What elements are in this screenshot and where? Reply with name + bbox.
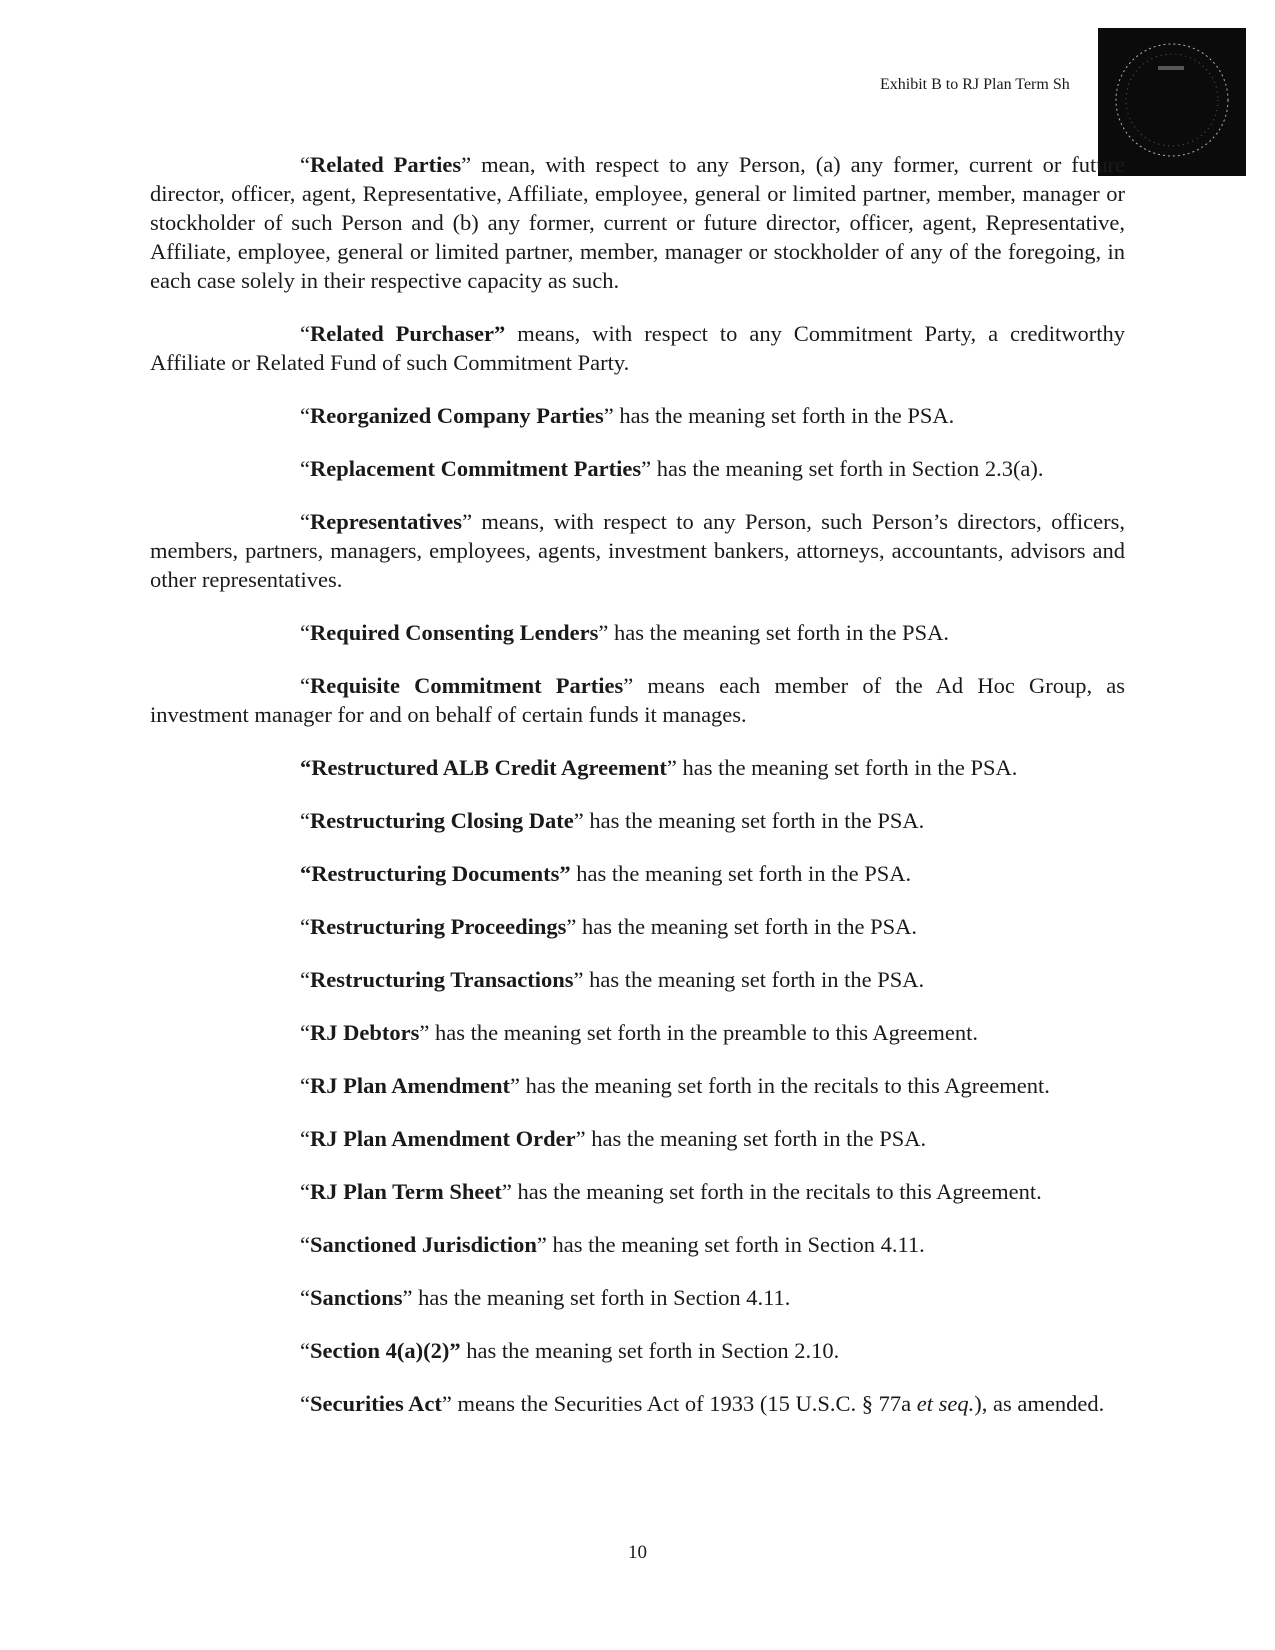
close-quote: ”: [419, 1020, 430, 1045]
italic-text: et seq.: [916, 1391, 975, 1416]
definition-text: has the meaning set forth in Section 4.11.: [412, 1285, 791, 1310]
defined-term: Related Parties: [310, 152, 462, 177]
page-number: 10: [628, 1542, 647, 1563]
definition-paragraph: [150, 1283, 1125, 1312]
open-quote: “: [300, 1179, 310, 1204]
defined-term: “Restructuring Documents”: [300, 861, 571, 886]
close-quote: ”: [641, 456, 652, 481]
definition-text: mean, with respect to any Person, (a) any former, current or future director, officer, agent, Representative, Affiliate, employee, general or limited partner, member, manager or stockholder of such Person and (b) any former, current or future director, officer, agent, Representative, Affiliate, employee, general or limited partner, member, manager or stockholder of any of the foregoing, in each case solely in their respective capacity as such.: [150, 152, 1126, 293]
definition-text: has the meaning set forth in the PSA.: [576, 914, 917, 939]
defined-term: Securities Act: [310, 1391, 442, 1416]
open-quote: “: [300, 152, 310, 177]
open-quote: “: [300, 1338, 310, 1363]
definition-text: has the meaning set forth in Section 4.11.: [546, 1232, 925, 1257]
definition-text: has the meaning set forth in the PSA.: [583, 808, 925, 833]
open-quote: “: [300, 1232, 310, 1257]
definition-paragraph: [150, 618, 1125, 647]
open-quote: “: [300, 1391, 310, 1416]
defined-term: Restructuring Proceedings: [310, 914, 567, 939]
definition-paragraph: [150, 1177, 1125, 1206]
open-quote: “: [300, 967, 310, 992]
close-quote: ”: [501, 1179, 512, 1204]
defined-term: Related Purchaser”: [310, 321, 506, 346]
definition-paragraph: [150, 671, 1125, 729]
defined-term: Sanctions: [310, 1285, 403, 1310]
definition-paragraph: [150, 507, 1125, 594]
definition-paragraph: [150, 1071, 1125, 1100]
definition-text: has the meaning set forth in Section 2.10.: [460, 1338, 840, 1363]
close-quote: ”: [575, 1126, 586, 1151]
definition-text: has the meaning set forth in the preamble to this Agreement.: [429, 1020, 978, 1045]
close-quote: ”: [666, 755, 677, 780]
definition-text: has the meaning set forth in the PSA.: [608, 620, 949, 645]
open-quote: “: [300, 509, 310, 534]
defined-term: Reorganized Company Parties: [310, 403, 604, 428]
defined-term: Required Consenting Lenders: [310, 620, 599, 645]
open-quote: “: [300, 808, 310, 833]
close-quote: ”: [536, 1232, 547, 1257]
close-quote: ”: [402, 1285, 413, 1310]
open-quote: “: [300, 403, 310, 428]
definition-paragraph: [150, 150, 1125, 295]
close-quote: ”: [510, 1073, 521, 1098]
definition-text: means each member of the Ad Hoc Group, as investment manager for and on behalf of certain funds it manages.: [150, 673, 1125, 727]
close-quote: ”: [598, 620, 609, 645]
defined-term: Restructuring Transactions: [310, 967, 574, 992]
definition-paragraph: [150, 753, 1125, 782]
defined-term: Replacement Commitment Parties: [310, 456, 642, 481]
open-quote: “: [300, 456, 310, 481]
open-quote: “: [300, 1285, 310, 1310]
definition-text-end: ), as amended.: [974, 1391, 1105, 1416]
defined-term: RJ Plan Amendment: [310, 1073, 511, 1098]
definition-paragraph: [150, 1230, 1125, 1259]
definition-text: means, with respect to any Commitment Party, a creditworthy Affiliate or Related Fund of such Commitment Party.: [150, 321, 1125, 375]
close-quote: ”: [623, 673, 634, 698]
open-quote: “: [300, 620, 310, 645]
close-quote: ”: [603, 403, 614, 428]
definition-paragraph: [150, 859, 1125, 888]
definition-paragraph: [150, 1336, 1125, 1365]
defined-term: Representatives: [310, 509, 463, 534]
definition-text: has the meaning set forth in the PSA.: [613, 403, 955, 428]
defined-term: Section 4(a)(2)”: [310, 1338, 461, 1363]
definition-text: has the meaning set forth in the PSA.: [583, 967, 925, 992]
defined-term: RJ Plan Amendment Order: [310, 1126, 576, 1151]
exhibit-header: Exhibit B to RJ Plan Term Sh: [880, 76, 1070, 93]
definition-paragraph: [150, 454, 1125, 483]
definition-paragraph: [150, 806, 1125, 835]
defined-term: RJ Plan Term Sheet: [310, 1179, 502, 1204]
close-quote: ”: [461, 152, 472, 177]
definition-text: means, with respect to any Person, such Person’s directors, officers, members, partners, managers, employees, agents, investment bankers, attorneys, accountants, advisors and other representatives.: [150, 509, 1125, 592]
open-quote: “: [300, 321, 310, 346]
definition-text: has the meaning set forth in Section 2.3(a).: [651, 456, 1044, 481]
definition-paragraph: [150, 912, 1125, 941]
close-quote: ”: [573, 808, 584, 833]
definition-paragraph: [150, 965, 1125, 994]
defined-term: Sanctioned Jurisdiction: [310, 1232, 537, 1257]
open-quote: “: [300, 1126, 310, 1151]
definition-text: has the meaning set forth in the PSA.: [570, 861, 912, 886]
defined-term: RJ Debtors: [310, 1020, 420, 1045]
close-quote: ”: [462, 509, 473, 534]
definition-paragraph-securities-act: [150, 1389, 1125, 1418]
defined-term: “Restructured ALB Credit Agreement: [300, 755, 667, 780]
open-quote: “: [300, 914, 310, 939]
open-quote: “: [300, 1020, 310, 1045]
definition-paragraph: [150, 319, 1125, 377]
definition-text: means the Securities Act of 1933 (15 U.S.C. § 77a: [451, 1391, 917, 1416]
close-quote: ”: [573, 967, 584, 992]
definition-text: has the meaning set forth in the recitals to this Agreement.: [520, 1073, 1050, 1098]
definition-text: has the meaning set forth in the PSA.: [585, 1126, 927, 1151]
defined-term: Requisite Commitment Parties: [310, 673, 624, 698]
close-quote: ”: [441, 1391, 452, 1416]
open-quote: “: [300, 673, 310, 698]
definition-text: has the meaning set forth in the recitals to this Agreement.: [511, 1179, 1042, 1204]
definition-paragraph: [150, 1124, 1125, 1153]
definitions-section: [150, 150, 1125, 1418]
open-quote: “: [300, 1073, 310, 1098]
definition-paragraph: [150, 1018, 1125, 1047]
definition-text: has the meaning set forth in the PSA.: [676, 755, 1018, 780]
defined-term: Restructuring Closing Date: [310, 808, 574, 833]
close-quote: ”: [566, 914, 577, 939]
definition-paragraph: [150, 401, 1125, 430]
